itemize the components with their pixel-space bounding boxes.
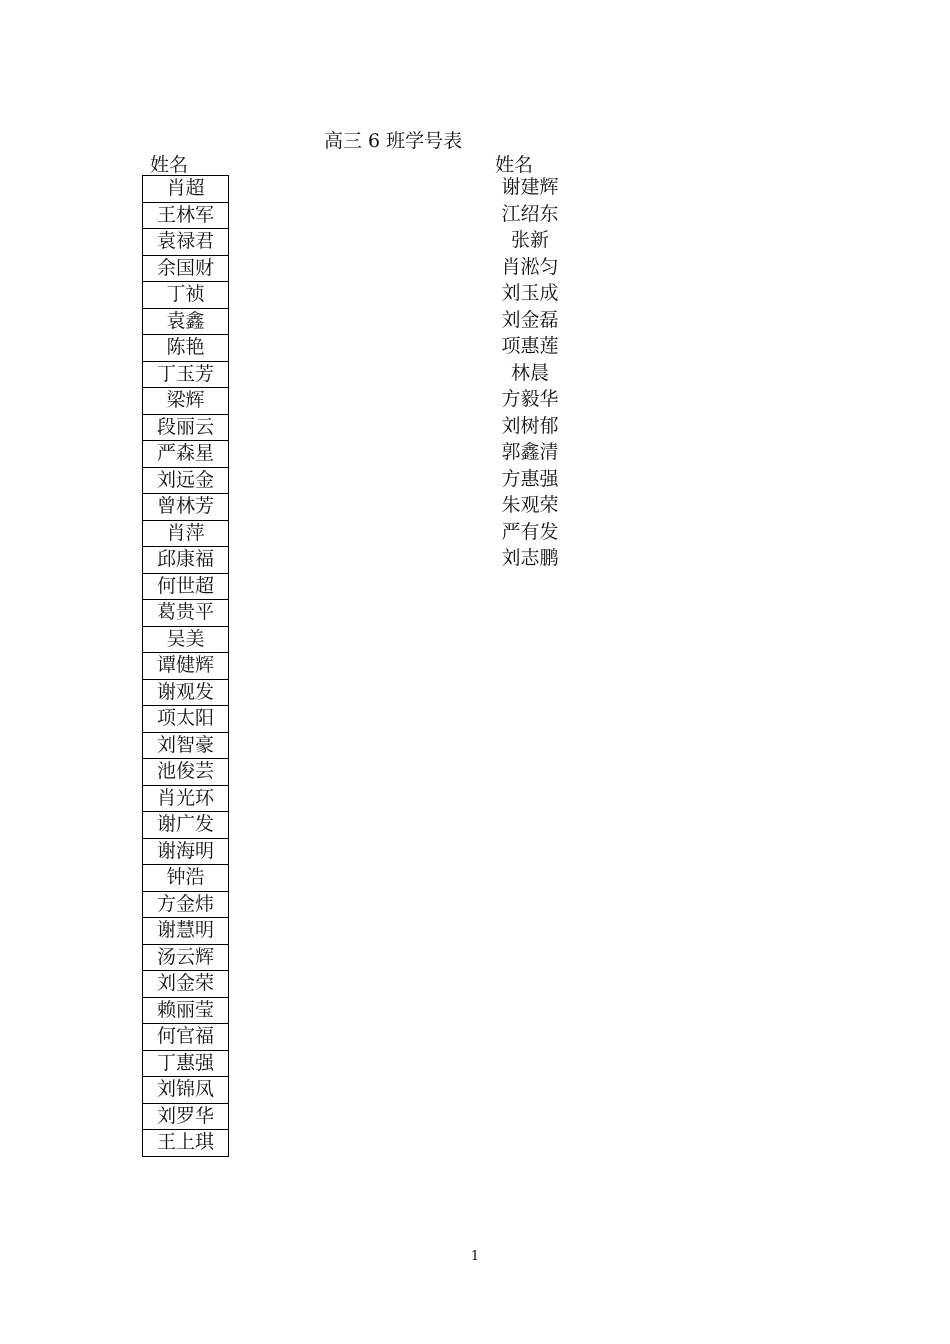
list-item: 刘金磊 — [501, 308, 559, 331]
name-cell: 梁辉 — [143, 388, 229, 415]
name-cell: 汤云辉 — [143, 944, 229, 971]
name-cell: 王上琪 — [143, 1130, 229, 1157]
table-row — [143, 414, 229, 441]
list-item: 刘树郁 — [501, 414, 559, 437]
table-row — [143, 229, 229, 256]
name-cell: 葛贵平 — [143, 600, 229, 627]
table-row — [143, 812, 229, 839]
table-row — [143, 573, 229, 600]
name-cell: 赖丽莹 — [143, 997, 229, 1024]
list-item: 严有发 — [501, 520, 559, 543]
name-cell: 方金炜 — [143, 891, 229, 918]
list-item: 谢建辉 — [501, 176, 559, 198]
table-row — [143, 1077, 229, 1104]
table-row — [143, 997, 229, 1024]
right-column-header: 姓名 — [495, 154, 534, 176]
table-row — [143, 600, 229, 627]
table-row — [143, 335, 229, 362]
name-cell: 谢慧明 — [143, 918, 229, 945]
name-cell: 袁鑫 — [143, 308, 229, 335]
table-row — [143, 282, 229, 309]
name-cell: 何官福 — [143, 1024, 229, 1051]
table-row — [143, 520, 229, 547]
left-name-table — [142, 175, 229, 1157]
name-cell: 袁禄君 — [143, 229, 229, 256]
list-item: 方毅华 — [501, 388, 559, 410]
table-row — [143, 467, 229, 494]
name-cell: 余国财 — [143, 255, 229, 282]
name-cell: 钟浩 — [143, 865, 229, 892]
page-title: 高三 6 班学号表 — [324, 130, 463, 152]
table-row — [143, 255, 229, 282]
name-cell: 丁玉芳 — [143, 361, 229, 388]
table-row — [143, 361, 229, 388]
table-row — [143, 202, 229, 229]
table-row — [143, 891, 229, 918]
table-row — [143, 679, 229, 706]
list-item: 肖淞匀 — [501, 255, 559, 278]
name-cell: 刘智豪 — [143, 732, 229, 759]
table-row — [143, 388, 229, 415]
name-cell: 陈艳 — [143, 335, 229, 362]
page-number: 1 — [470, 1249, 480, 1264]
table-row — [143, 626, 229, 653]
table-row — [143, 1130, 229, 1157]
name-cell: 严森星 — [143, 441, 229, 468]
name-cell: 丁祯 — [143, 282, 229, 309]
name-cell: 肖萍 — [143, 520, 229, 547]
name-cell: 吴美 — [143, 626, 229, 653]
table-row — [143, 441, 229, 468]
name-cell: 刘金荣 — [143, 971, 229, 998]
table-row — [143, 971, 229, 998]
list-item: 张新 — [510, 229, 549, 251]
list-item: 郭鑫清 — [501, 441, 559, 463]
name-cell: 池俊芸 — [143, 759, 229, 786]
table-row — [143, 494, 229, 521]
list-item: 林晨 — [510, 361, 549, 384]
table-row — [143, 785, 229, 812]
name-cell: 丁惠强 — [143, 1050, 229, 1077]
table-row — [143, 838, 229, 865]
table-row — [143, 759, 229, 786]
list-item: 江绍东 — [501, 202, 559, 225]
table-row — [143, 944, 229, 971]
table-row — [143, 547, 229, 574]
table-row — [143, 653, 229, 680]
list-item: 刘志鹏 — [501, 547, 559, 569]
table-row — [143, 1103, 229, 1130]
name-cell: 刘罗华 — [143, 1103, 229, 1130]
right-name-list — [470, 175, 590, 573]
name-cell: 谢观发 — [143, 679, 229, 706]
name-cell: 刘远金 — [143, 467, 229, 494]
list-item: 刘玉成 — [501, 282, 559, 304]
name-cell: 王林军 — [143, 202, 229, 229]
left-column-header: 姓名 — [150, 154, 189, 176]
table-row — [143, 308, 229, 335]
list-item: 项惠莲 — [501, 335, 559, 357]
table-row — [143, 176, 229, 203]
name-cell: 何世超 — [143, 573, 229, 600]
name-cell: 谢广发 — [143, 812, 229, 839]
name-cell: 项太阳 — [143, 706, 229, 733]
table-row — [143, 918, 229, 945]
list-item: 朱观荣 — [501, 494, 559, 516]
table-row — [143, 706, 229, 733]
name-cell: 肖光环 — [143, 785, 229, 812]
list-item: 方惠强 — [501, 467, 559, 490]
table-row — [143, 1024, 229, 1051]
table-row — [143, 1050, 229, 1077]
name-cell: 谢海明 — [143, 838, 229, 865]
table-row — [143, 865, 229, 892]
name-cell: 段丽云 — [143, 414, 229, 441]
name-cell: 肖超 — [143, 176, 229, 203]
name-cell: 曾林芳 — [143, 494, 229, 521]
table-row — [143, 732, 229, 759]
name-cell: 邱康福 — [143, 547, 229, 574]
name-cell: 谭健辉 — [143, 653, 229, 680]
name-cell: 刘锦凤 — [143, 1077, 229, 1104]
